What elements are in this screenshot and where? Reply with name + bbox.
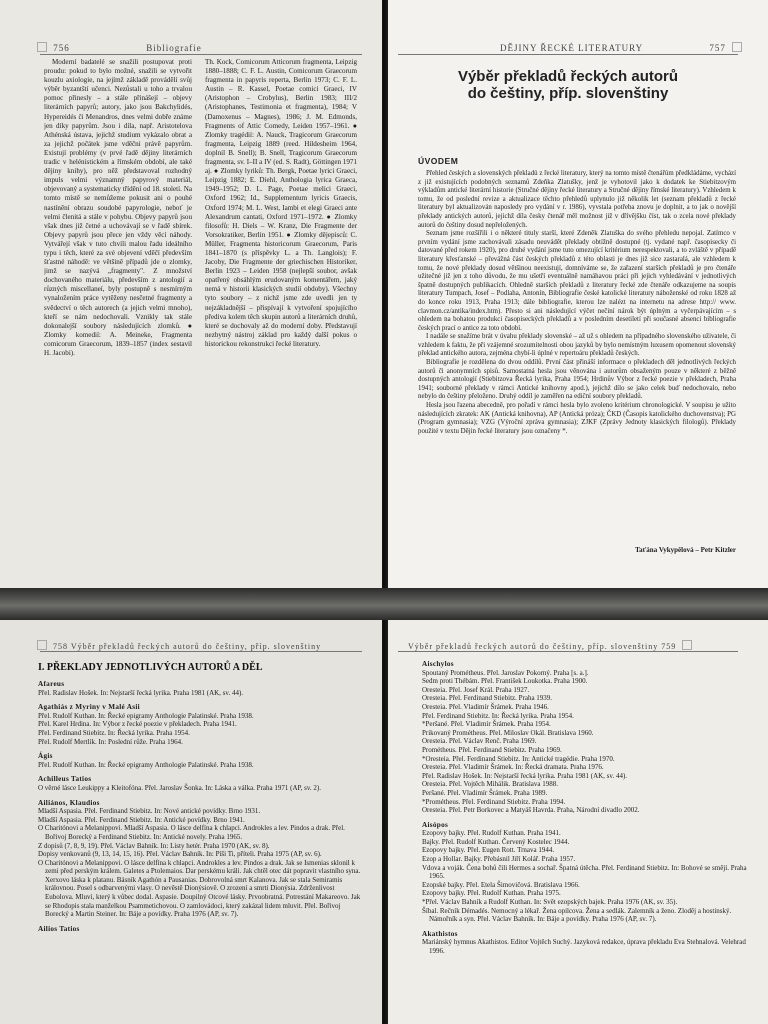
- list-item: Přel. Radislav Hošek. In: Nejstarší řecká lyrika. Praha 1981 (AK, sv. 44).: [422, 771, 628, 780]
- list-item: Bajky. Přel. Rudolf Kuthan. Červený Kostelec 1944.: [422, 837, 570, 846]
- section-title-line: do češtiny, příp. slovenštiny: [467, 85, 669, 102]
- list-item: Spoutaný Prométheus. Přel. Jaroslav Pokorný. Praha [s. a.].: [422, 668, 589, 677]
- author-heading: Achilleus Tatios: [38, 775, 92, 784]
- list-item: O Charitónovi a Melanippovi. O lásce delfína k chlapci. Androkles a lev. Pindos a drak. Jak se Ismenias sklonil k zemi před perským králem. Galetes a Ptolemaios. Dar perskému králi. Jak chtěl otec dát popravit vlastního syna. Xerxovo láska k platanu. Básník Agathón a Pausanias. Dobrovolná smrt Kalanova. Jak se stala Semiramis královnou. Posel s odbarvenými vlasy. O nevěstě Dionýsiově. O zrození a smrti Dionýsia. Zdrženlivost Eubolova. Mluví, který k vůbec dodal. Aspasie. Doupilný Otcové lásky. Prvoobratná. Potrestání Makareovo. Jak se Rhodopis stala manželkou Psammetichovou. O zamlovádoci, který zakázal lidem mluvit. Přel. Bořivoj Borecký a Martin Steiner. In: Báje a povídky. Praha 1976 (AP, sv. 7).: [38, 858, 361, 919]
- corner-mark-icon: [732, 42, 742, 52]
- signature: Taťána Vykypělová – Petr Kitzler: [635, 546, 736, 554]
- list-item: Mladší Aspasia. Přel. Ferdinand Stiebitz. In: Antické povídky. Brno 1941.: [38, 815, 245, 824]
- running-head: [34, 640, 321, 651]
- corner-mark-icon: [682, 640, 692, 650]
- list-item: Oresteia. Přel. Petr Borkovec a Matyáš Havrda. Praha, Národní divadlo 2002.: [422, 806, 640, 815]
- author-heading: Aisópos: [422, 820, 449, 829]
- list-item: Dopisy venkovanů (9, 13, 14, 15, 16). Přel. Václav Bahník. In: Píši Ti, příteli. Praha 1975 (AP, sv. 6).: [38, 850, 322, 859]
- author-heading: Afareus: [38, 680, 65, 688]
- list-item: Přel. Rudolf Mertlík. In: Poslední růže. Praha 1964.: [38, 737, 183, 746]
- list-item: Přel. Rudolf Kuthan. In: Řecké epigramy Anthologie Palatinské. Praha 1938.: [38, 760, 254, 769]
- author-heading: Ágis: [38, 752, 53, 761]
- list-item: Oresteia. Přel. Vladimír Šrámek. Praha 1946.: [422, 702, 549, 711]
- list-item: Sedm proti Thébám. Přel. František Loukotka. Praha 1900.: [422, 677, 588, 686]
- page-number: 757: [709, 43, 726, 53]
- page-756: [0, 0, 382, 588]
- list-item: Šíbal. Rečník Démadés. Nemocný a lékař. Žena opilcova. Žena a sedlák. Zalemník a ženo. Zloděj a hostinský. Námořník a syn. Přel. Václav Bahník. In: Báje a povídky. Praha 1976 (AP, sv. 7).: [422, 906, 732, 924]
- page-number: 756: [53, 43, 70, 53]
- list-item: *Prométheus. Přel. Ferdinand Stiebitz. Praha 1994.: [422, 797, 566, 806]
- list-item: Z dopisů (7, 8, 9, 19). Přel. Václav Bahník. In: Listy hetér. Praha 1970 (AK, sv. 8).: [38, 841, 270, 850]
- list-item: Přel. Radislav Hošek. In: Nejstarší řecká lyrika. Praha 1981 (AK, sv. 44).: [38, 688, 244, 697]
- list-item: O věrné lásce Leukippy a Kleitofóna. Přel. Jaroslav Šonka. In: Láska a válka. Praha 1971 (AP, sv. 2).: [38, 783, 321, 792]
- author-heading: Akathistos: [422, 929, 458, 938]
- running-title: Výběr překladů řeckých autorů do češtiny, příp. slovenštiny: [408, 642, 659, 651]
- corner-mark-icon: [37, 42, 47, 52]
- header-rule: [40, 54, 362, 55]
- list-item: *Přel. Václav Bahník a Rudolf Kuthan. In: Svět ezopských bajek. Praha 1976 (AK, sv. 35).: [422, 898, 678, 907]
- author-heading: Aischylos: [422, 660, 454, 668]
- list-item: Ezopské bajky. Přel. Etela Šimovičová. Bratislava 1966.: [422, 880, 580, 889]
- body-paragraph: Moderní badatelé se snažili postupovat proti proudu: pokud to bylo možné, snažili se vytvořit kouzlu axiologie, na jejímž základě provádělí svůj výběr byzantští učenci. Nezůstali u toho a trvalou pomoc přinesly – a stále přinášejí – objevy literárních papyrů; autory, jako jsou Bakchylidés, Hypereidés či Menandros, dnes velmi dobře známe jen díky papyrům. Jsou i díla, např. Aristotelova Athénská ústava, jejichž studium vykázalo obrat a za jejichž počátek jsme vděčni právě papyrům. Existují problémy (v prvé řadě dějiny literárních tradic v helénistickém a římském období, ale také dějiny knihy), pro něž představoval rozhodný impuls velmi významný papyrový materiál, objevovaný a systematicky třídění od 18. století. Na tomto místě se nemůžeme pokusit ani o pouhé nastínění obrazu soudobé papyrologie, neboť je velmi členitá a stále v pohybu. Objevy papyrů jsou však dnes již četné a uchovávají se v řadě sbírek. Objevy papyrů jsou přece jen vždy věcí náhody. Vytvářejí však v tuto chvíli malou řadu ideálního typu i těch, které za své objevení vděčí především šťastné náhodě: ve většině případů jde o zlomky, jimž se nazývá „fragmenty". Z množství dochovaného materiálu, především z antologií a různých miscellaneí, byly postupně s nesmírným vynaložením práce vytěženy nesčetné fragmenty a svědectví o těch autorech (a jejich velmi mnoho), kteří se nám nedochovali. Vznikly tak stále dokonalejší soubory následujících zlomků. ● Zlomky komedií: A. Meineke, Fragmenta comicorum Graecorum, 1839–1857 (index sestavil H. Jacobi).: [44, 58, 192, 357]
- list-item: O Charitónovi a Melanippovi. Mladší Aspasia. O lásce delfína k chlapci. Androkles a lev. Pindos a drak. Přel. Bořivoj Borecký a Ferdinand Stiebitz. In: Antické novely. Praha 1965.: [38, 824, 345, 841]
- page-fold: [0, 588, 768, 620]
- signature-block: [418, 546, 736, 555]
- list-item: Oresteia. Přel. Josef Král. Praha 1927.: [422, 685, 530, 694]
- running-head: [34, 42, 202, 53]
- author-heading: Ailiános, Klaudios: [38, 798, 100, 807]
- author-heading: Ailios Tatios: [38, 924, 80, 933]
- list-item: Přel. Rudolf Kuthan. In: Řecké epigramy Anthologie Palatinské. Praha 1938.: [38, 711, 254, 720]
- list-item: Přel. Ferdinand Stiebitz. In: Řecká lyrika. Praha 1954.: [38, 728, 190, 737]
- corner-mark-icon: [37, 640, 47, 650]
- list-item: Prométheus. Přel. Ferdinand Stiebitz. Praha 1969.: [422, 745, 562, 754]
- subsection-heading: ÚVODEM: [418, 156, 459, 166]
- section-title-line: Výběr překladů řeckých autorů: [457, 68, 679, 85]
- body-paragraph: I nadále se snažíme brát v úvahu překlady slovenské – až už s ohledem na případného slovenského uživatele, či vzhledem k faktu, že při vzájemné srozumitelnosti obou jazyků by bylo nemístným luxusem opomenout slovenský překlad antického autora, zejména chybí-li úplné v repertoáru překladů českých.: [418, 333, 736, 358]
- list-item: Oresteia. Přel. Ferdinand Stiebitz. Praha 1939.: [422, 694, 553, 703]
- list-item: Oresteia. Přel. Vladimír Šrámek. In: Řecká dramata. Praha 1976.: [422, 763, 604, 772]
- list-item: Oresteia. Přel. Vojtěch Mihálik. Bratislava 1988.: [422, 780, 559, 789]
- body-paragraph: Seznam jsme rozšířili i o některé tituly starší, které Zdeněk Zlatuška do svého přehledu nepojal. Zatímco v prvním vydání jsme zachovávali zásadu neuvádět překlady obtížně dostupné (tj. vydané např. časopisecky či datované před rokem 1920), pro druhé vydání jsme tuto omezující kritérium nerespektovali, a to zvláště v případě literatury křesťanské – převážná část českých překladů z této oblasti je dnes již sice zastaralá, ale vzhledem k tomu, že nové překlady dosud většinou neexistují, domníváme se, že zařazení starších překladů je pro čtenáře užitečné již jen z toho důvodu, že mu ušetří eventuálně namáhavou práci při jejich vyhledávání v jednotlivých špatně dostupných publikacích. Ohledně starších překladů z literatury řecké zde čtenáře odkazujeme na soupis literatury Tumpach, Josef – Podlaha, Antonín, Bibliografie české katolické literatury náboženské od roku 1828 až do konce roku 1913, Praha 1913; dále bibliografie, kterou lze nalézt na internetu na adrese http:// www. clavmon.cz/antika/index.htm). Přesto si ani následující výčet nečiní nárok být úplným a vyčerpávajícím – s ohledem na bohatou produkci časopiseckých překladů a v posledním desetiletí při současné absenci bibliografie českých prací o antice za toto období.: [418, 230, 736, 332]
- running-title: Výběr překladů řeckých autorů do češtiny, příp. slovenštiny: [70, 642, 322, 651]
- body-paragraph: Hesla jsou řazena abecedně, pro pořadí v rámci hesla bylo zvoleno kritérium chronologické. V soupisu je užito následujících zkratek: AK (Antická knihovna), AP (Antická próza); ČKD (Časopis katolického duchovenstva); PG (Program gymnasia); VZG (Výroční zpráva gymnasia); ZJKF (Zprávy Jednoty klasických filologů). Překlady použité v textu Dějin řecké literatury jsou označeny *.: [418, 402, 736, 435]
- list-item: Ezop a Hollar. Bajky. Přebásnil Jiří Kolář. Praha 1957.: [422, 855, 576, 864]
- list-item: Ezopovy bajky. Přel. Rudolf Kuthan. Praha 1941.: [422, 829, 561, 838]
- list-item: Mariánský hymnus Akathistos. Editor Vojtěch Suchý. Jazyková redakce, úprava překladu Eva Stehnalová. Velehrad 1996.: [422, 938, 746, 955]
- translation-list: [422, 660, 748, 1020]
- list-item: Ezopovy bajky. Přel. Rudolf Kuthan. Praha 1975.: [422, 889, 561, 898]
- running-head: [408, 640, 695, 651]
- section-title: [408, 68, 728, 102]
- page-number: 758: [53, 642, 68, 651]
- list-item: Prikovaný Prométheus. Přel. Miloslav Okál. Bratislava 1960.: [422, 728, 594, 737]
- list-item: Vdova a voják. Čena bohů čili Hermes a sochař. Špatná útěcha. Přel. Ferdinand Stiebitz. In: Bohové se smějí. Praha 1965.: [422, 863, 747, 881]
- body-paragraph: Bibliografie je rozdělena do dvou oddílů. První část přináší informace o překladech děl jednotlivých řeckých autorů či anonymních spisů. Samostatná hesla jsou věnována i autorům obsaženým pouze v některé z běžně dostupných antologií (Stiebitzova Řecká lyrika, Praha 1954; Hrdinův Výbor z řecké poezie v překladech, Praha 1941; souborné překlady v rámci Antické knihovny apod.), jejichž dílo se jako celek buď nedochovalo, nebo nebylo do češtiny přeloženo. Druhý oddíl je zaměřen na ediční soubory překladů.: [418, 359, 736, 401]
- running-title: DĚJINY ŘECKÉ LITERATURY: [500, 43, 643, 53]
- header-rule: [398, 651, 738, 652]
- list-item: Peršané. Přel. Vladimír Šrámek. Praha 1989.: [422, 788, 548, 797]
- translation-list: [38, 680, 364, 1020]
- list-item: Přel. Ferdinand Stiebitz. In: Řecká lyrika. Praha 1954.: [422, 711, 574, 720]
- header-rule: [398, 54, 738, 55]
- author-heading: Agathiás z Myriny v Malé Asii: [38, 703, 140, 712]
- header-rule: [40, 651, 362, 652]
- page-number: 759: [661, 642, 677, 651]
- part-heading: I. PŘEKLADY JEDNOTLIVÝCH AUTORŮ A DĚL: [38, 662, 263, 673]
- list-item: *Peršané. Přel. Vladimír Šrámek. Praha 1954.: [422, 720, 551, 729]
- body-paragraph: Přehled českých a slovenských překladů z řecké literatury, který na tomto místě čtenářům předkládáme, vychází z již existujících podobných seznamů Zdeňka Zlatušky, jenž je vyhotovil jako k dodatek ke Stiebitzovým výkladům antické literární historie (Stručné dějiny řecké literatury a Stručné dějiny římské literatury). Vzhledem k tomu, že od poslední revize a aktualizace těchto přehledů uplynulo již několik let (seznam překladů z řecké literatury byl aktualizován naposledy pro vydání v r. 1986), vyvstala potřeba znovu je doplnit, a to jak o novější překlady antických autorů, jejichž díla česky čtenář měl možnost již v dřívějšku číst, tak o zcela nové překlady autorů do češtiny dosud nepřeložených.: [418, 170, 736, 229]
- text-column-right: [205, 58, 357, 470]
- page-757: [388, 0, 768, 588]
- list-item: *Oresteia. Přel. Ferdinand Stiebitz. In: Antické tragédie. Praha 1970.: [422, 754, 615, 763]
- introduction-text: [418, 170, 736, 532]
- list-item: Oresteia. Přel. Václav Renč. Praha 1969.: [422, 737, 537, 746]
- list-item: Přel. Karel Hrdina. In: Výbor z řecké poezie v překladech. Praha 1941.: [38, 720, 237, 729]
- running-title: Bibliografie: [146, 43, 202, 53]
- text-column-left: [44, 58, 192, 468]
- list-item: Ezopovy bajky. Přel. Eugen Rott. Trnava 1944.: [422, 846, 555, 855]
- running-head: [500, 42, 745, 53]
- body-paragraph: Th. Kock, Comicorum Atticorum fragmenta, Leipzig 1880–1888; C. F. L. Austin, Comicorum Graecorum fragmenta in papyris reperta, Berlin 1973; C. F. L. Austin – R. Kassel, Poetae comici Graeci, IV (Aristophon – Crobylus), Berlin 1983; III/2 (Aristophanes, Testimonia et fragmenta), 1984; V (Damoxenus – Magnes), 1986; J. M. Edmonds, Fragments of Attic Comedy, Leiden 1957–1961. ● Zlomky tragédií: A. Nauck, Tragicorum Graecorum fragmenta, Leipzig 1889 (reed. Hildesheim 1964, doplnil B. Snell); B. Snell, Tragicorum Graecorum fragmenta, sv. I–II a IV (ed. S. Radt), Göttingen 1971 aj. ● Zlomky lyriků: Th. Bergk, Poetae lyrici Graeci, Leipzig 1882; E. Diehl, Anthologia lyrica Graeca, 1949–1952; D. L. Page, Poetae melici Graeci, Oxford 1962; Id., Supplementum lyricis Graecis, Oxford 1974; M. L. West, Iambi et elegi Graeci ante Alexandrum cantati, Oxford 1971–1972. ● Zlomky filosofů: H. Diels – W. Kranz, Die Fragmente der Vorsokratiker, Berlin 1951. ● Zlomky dějepisců: C. Müller, Fragmenta historicorum Graecorum, Paris 1841–1870 (s příspěvky L. a Th. Langlois); F. Jacoby, Die Fragmente der griechischen Historiker, Berlin 1923 – Leiden 1958 (nejlepší soubor, avšak opatřený obsáhlým erudovaným komentářem, jaký nemá v historii klasických studií obdoby). Všechny tyto soubory – z nichž jsme zde uvedli jen ty nejzákladnější – přispívají k vytvoření spojujícího předivа kolem těch skupin autorů a literárních druhů, které se dochovaly až do moderní doby. Představují nezbytný nástroj základ pro každý další pokus o historickou rekonstrukci řecké literatury.: [205, 58, 357, 348]
- list-item: Mladší Aspasia. Přel. Ferdinand Stiebitz. In: Nové antické povídky. Brno 1931.: [38, 807, 261, 816]
